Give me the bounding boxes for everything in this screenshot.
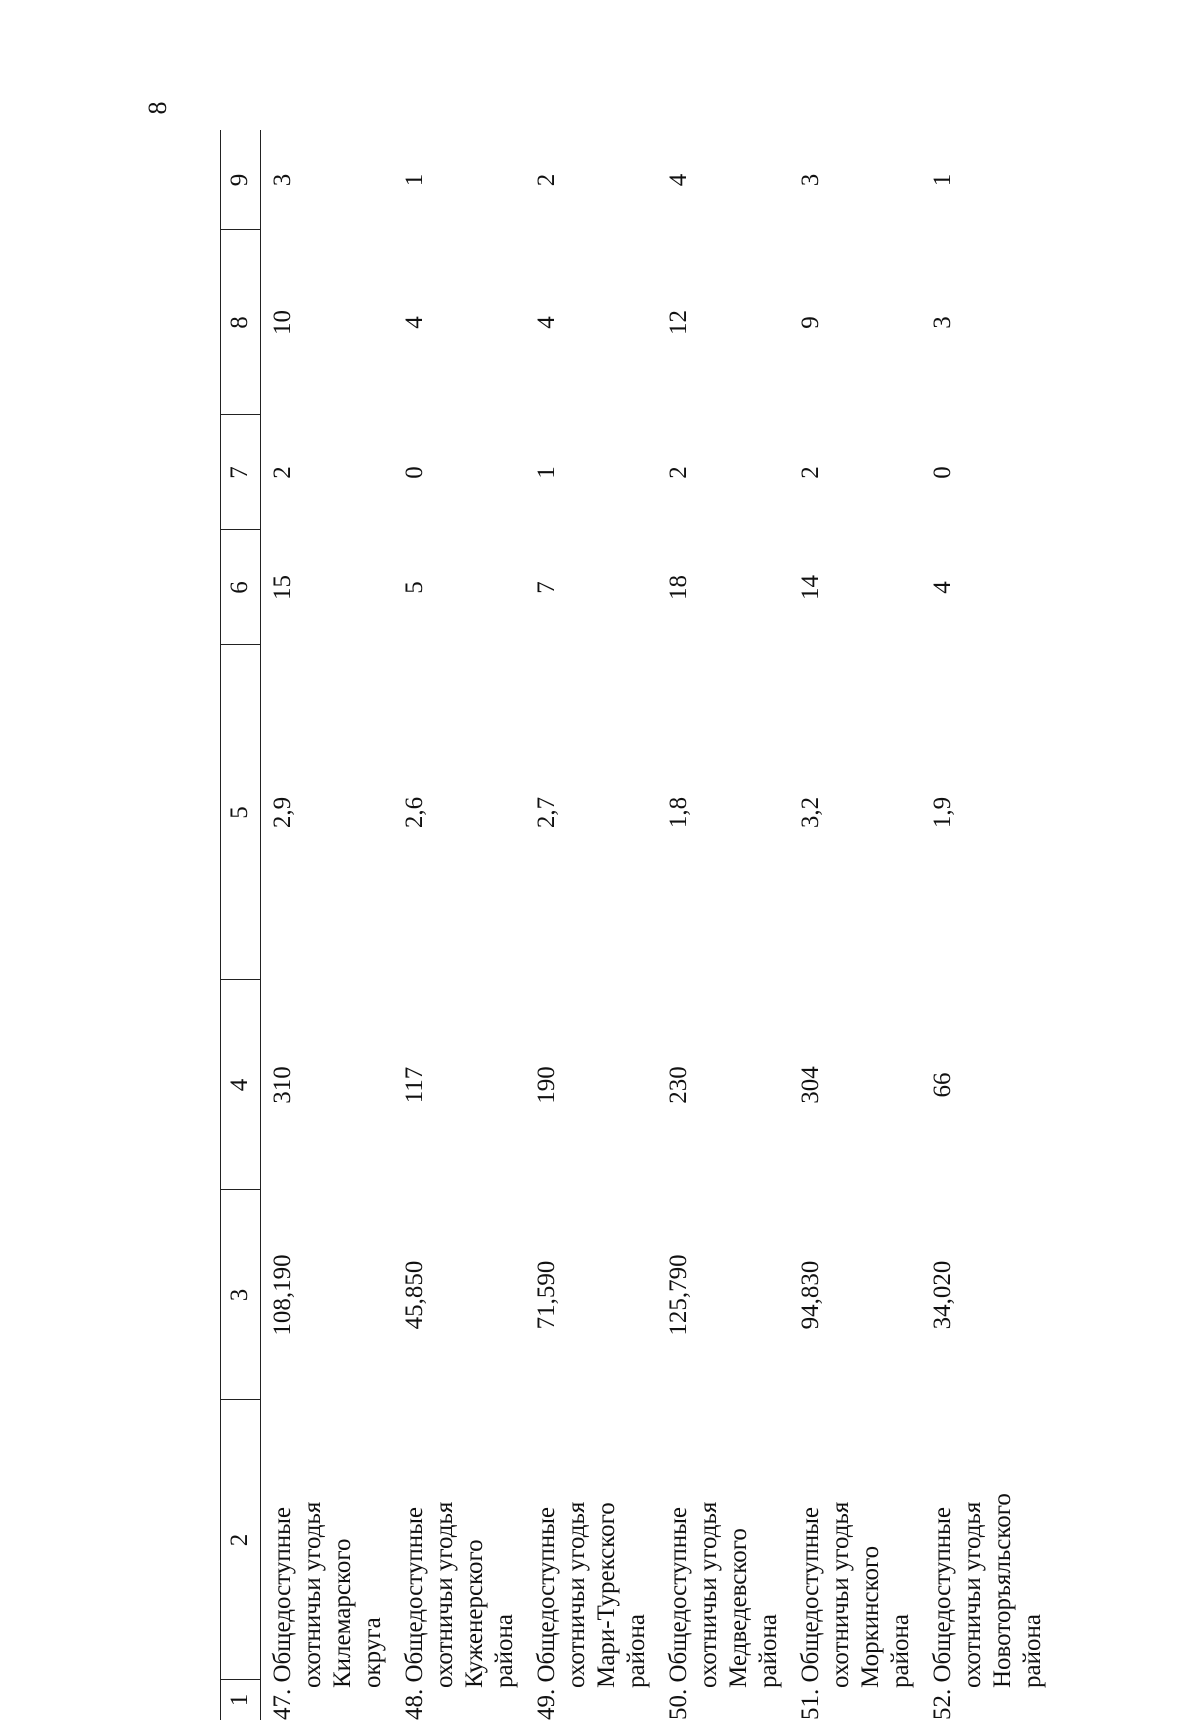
rotated-table-page [220,130,1060,1720]
name-line: охотничьи угодья [827,1501,854,1688]
name-line: охотничьи угодья [563,1501,590,1688]
cell-col-4: 117 [401,1066,428,1104]
table-row [924,130,1056,1720]
name-line: 48. Общедоступные [401,1507,428,1720]
name-line: Моркинского [857,1545,884,1688]
header-col-6: 6 [226,581,253,594]
name-line: Куженерского [461,1539,488,1688]
cell-col-8: 4 [401,316,428,329]
table-row [660,130,792,1720]
cell-col-3: 71,590 [533,1260,560,1330]
table-row [396,130,528,1720]
cell-col-9: 1 [401,173,428,187]
cell-col-7: 1 [533,466,560,479]
name-line: 51. Общедоступные [797,1507,824,1720]
header-col-3: 3 [226,1288,253,1302]
header-col-4: 4 [226,1078,253,1092]
name-line: 50. Общедоступные [665,1507,692,1720]
cell-col-5: 1,8 [665,796,692,829]
cell-col-5: 3,2 [797,796,824,829]
cell-col-7: 2 [797,466,824,479]
cell-col-8: 4 [533,316,560,329]
cell-col-4: 310 [269,1066,296,1104]
cell-col-9: 3 [797,173,824,187]
header-col-2: 2 [226,1533,253,1547]
cell-col-3: 34,020 [929,1260,956,1330]
cell-col-8: 12 [665,310,692,335]
cell-col-7: 0 [401,466,428,479]
name-line: 47. Общедоступные [269,1507,296,1720]
cell-col-3: 108,190 [269,1254,296,1336]
cell-col-4: 304 [797,1066,824,1104]
header-col-7: 7 [226,466,253,479]
header-bottom-rule [260,130,261,1720]
cell-col-4: 190 [533,1066,560,1104]
cell-col-7: 2 [665,466,692,479]
header-col-5: 5 [226,806,253,819]
cell-col-6: 4 [929,581,956,594]
hunting-ground-name [664,1400,784,1720]
cell-col-8: 3 [929,316,956,329]
name-line: Мари-Турекского [593,1502,620,1688]
cell-col-5: 1,9 [929,796,956,829]
name-line: района [887,1614,914,1688]
cell-col-7: 0 [929,466,956,479]
name-line: 49. Общедоступные [533,1507,560,1720]
cell-col-5: 2,9 [269,796,296,829]
cell-col-4: 230 [665,1066,692,1104]
cell-col-5: 2,7 [533,796,560,829]
name-line: округа [359,1617,386,1688]
table-row [264,130,396,1720]
table-row [792,130,924,1720]
hunting-ground-name [268,1400,388,1720]
name-line: Медведевского [725,1528,752,1688]
name-line: района [755,1614,782,1688]
header-col-1: 1 [226,1693,253,1707]
name-line: района [1019,1614,1046,1688]
name-line: 52. Общедоступные [929,1507,956,1720]
page-number: 8 [143,101,172,115]
name-line: охотничьи угодья [695,1501,722,1688]
name-line: Килемарского [329,1538,356,1688]
cell-col-9: 1 [929,173,956,187]
cell-col-9: 3 [269,173,296,187]
header-col-9: 9 [226,173,253,187]
hunting-ground-name [928,1400,1048,1720]
table-row [528,130,660,1720]
hunting-grounds-table [220,130,1060,1720]
cell-col-4: 66 [929,1072,956,1098]
cell-col-3: 125,790 [665,1254,692,1336]
cell-col-8: 10 [269,310,296,335]
cell-col-3: 45,850 [401,1260,428,1330]
name-line: охотничьи угодья [431,1501,458,1688]
name-line: Новоторъяльского [989,1493,1016,1688]
name-line: охотничьи угодья [299,1501,326,1688]
header-col-8: 8 [226,316,253,329]
cell-col-9: 4 [665,173,692,187]
cell-col-9: 2 [533,173,560,187]
name-line: района [623,1614,650,1688]
cell-col-6: 5 [401,581,428,594]
cell-col-5: 2,6 [401,796,428,829]
hunting-ground-name [796,1400,916,1720]
cell-col-6: 18 [665,575,692,600]
cell-col-6: 15 [269,575,296,600]
cell-col-6: 7 [533,581,560,594]
cell-col-3: 94,830 [797,1260,824,1330]
hunting-ground-name [400,1400,520,1720]
name-line: охотничьи угодья [959,1501,986,1688]
hunting-ground-name [532,1400,652,1720]
name-line: района [491,1614,518,1688]
cell-col-8: 9 [797,316,824,329]
cell-col-7: 2 [269,466,296,479]
cell-col-6: 14 [797,575,824,600]
